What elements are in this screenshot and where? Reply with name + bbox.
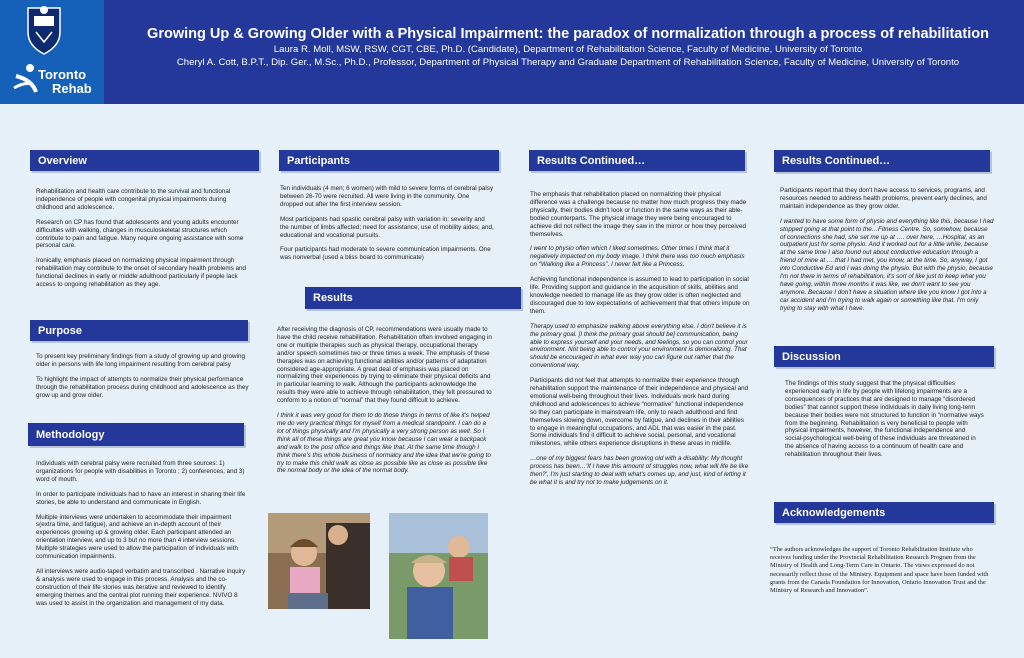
discussion-p1: The findings of this study suggest that the physical difficulties experienced early in life by people with lifelong impairments are a consequences of practices that are designed to manage “disordered bodies” that cannot support these individuals in daily living long-term because their bodies were not structured to function in “normative ways from the beginning. Rehabilitation is very beneficial to people with physical impairments, however, the functional independence and social-psychological well-being of these individuals are threatened in the absence of having access to a continuum of health care and rehabilitation throughout their lives. bbox=[785, 380, 984, 459]
results-continued-2-text bbox=[780, 187, 994, 320]
purpose-p2: To highlight the impact of attempts to normalize their physical performance through the rehabilitation process during childhood and adolescence as they grow up and grow older. bbox=[36, 375, 249, 399]
results-continued-1-p2: I went to physio often which I liked sometimes. Other times I think that it negatively impacted on my body image. I think there was too much emphasis on “Walking like a Princess”. I never felt like a Princess. bbox=[530, 245, 745, 269]
logo-line-rehab: Rehab bbox=[52, 81, 92, 96]
methodology-p2: In order to participate individuals had to have an interest in sharing their life stories, be able to understand and communicate in English. bbox=[36, 490, 246, 506]
participant-photo-2 bbox=[389, 513, 488, 639]
purpose-text bbox=[36, 353, 250, 407]
author-1: Laura R. Moll, MSW, RSW, CGT, CBE, Ph.D. (Candidate), Department of Rehabilitation Science, Faculty of Medicine, University of Toronto bbox=[273, 44, 863, 55]
participants-p2: Most participants had spastic cerebral palsy with variation in: severity and the number of limbs affected; need for assistance; use of mobility aides; and, educational and vocational pursuits. bbox=[280, 215, 494, 239]
results-continued-1-heading: Results Continued… bbox=[529, 150, 745, 171]
results-p1: After receiving the diagnosis of CP, recommendations were usually made to have the child receive rehabilitation. Rehabilitation often involved engaging in one or multiple therapies such as physical therapy, occupational therapy and/or speech sometimes two or three times a week. The emphasis of these therapies was on achieving functional abilities and/or patterns of adaptation considered age-appropriate. A great deal of emphasis was placed on normalizing their experiences by trying to eliminate their physical deficits and in particular learning to walk. Although the participants acknowledge the results they were able to achieve through rehabilitation, they felt pressured to conform to a notion of “normal” that they found difficult to achieve. bbox=[277, 326, 492, 405]
results-text bbox=[277, 326, 493, 482]
photo-adult-with-child bbox=[389, 513, 488, 639]
photo-child-with-adult bbox=[268, 513, 370, 609]
methodology-p3: Multiple interviews were undertaken to accommodate their impairment s(extra time, and fatigue), and achieve an in-depth account of their experiences growing up & growing older. Each participant attended an orientation interview, and up to 3 but no more than 4 interview sessions. Multiple strategies were used to allow the participation of individuals with communication impairments. bbox=[36, 513, 238, 561]
results-continued-2-heading: Results Continued… bbox=[774, 150, 990, 172]
results-p2: I think it was very good for them to do those things in terms of like it's helped me do very practical things for myself from a medical standpoint. I can do a lot of things physically and I'm physically a very strong person as well. So I think all of these things are great you know because I can wear a backpack and walk to the post office and things like that. At the same time though I think there's this whole business of normalcy and the idea that we're going to try to make this child walk as close as possible like as close as possible like the normal body or the idea of the normal body. bbox=[277, 412, 491, 475]
logo-line-toronto: Toronto bbox=[38, 67, 87, 82]
results-continued-1-p1: The emphasis that rehabilitation placed on normalizing their physical difference was a challenge because no matter how much progress they made physically, their bodies didn't look or function in the same ways as their able-bodied counterparts. The physical image they were being encouraged to achieve did not reflect the image they saw in the mirror or how they perceived themselves. bbox=[530, 191, 747, 238]
purpose-p1: To present key preliminary findings from a study of growing up and growing older in persons with life long impairment resulting from cerebral palsy bbox=[36, 353, 245, 368]
poster-header bbox=[0, 0, 1024, 104]
acknowledgements-heading: Acknowledgements bbox=[774, 502, 994, 523]
poster-title: Growing Up & Growing Older with a Physical Impairment: the paradox of normalization through a process of rehabilitation bbox=[147, 26, 989, 42]
overview-p3: Ironically, emphasis placed on normalizing physical impairment through rehabilitation may contribute to the onset of secondary health problems and functional declines in early or middle adulthood particularly if people lack access to ongoing rehabilitation as they age. bbox=[36, 257, 247, 289]
university-crest-icon bbox=[24, 2, 64, 56]
overview-p2: Research on CP has found that adolescents and young adults encounter difficulties with walking, changes in musculoskeletal structures which contribute to pain and fatigue. Many require ongoing assistance with some personal care. bbox=[36, 218, 244, 250]
methodology-heading: Methodology bbox=[28, 423, 244, 446]
methodology-text bbox=[36, 460, 250, 615]
logo-text bbox=[38, 68, 92, 96]
swoosh-icon bbox=[12, 62, 40, 96]
methodology-p1: Individuals with cerebral palsy were recruited from three sources: 1) organizations for people with disabilities in Toronto ; 2) conferences, and 3) word of mouth. bbox=[36, 460, 245, 483]
participants-heading: Participants bbox=[279, 150, 499, 171]
discussion-text bbox=[785, 380, 985, 466]
discussion-heading: Discussion bbox=[774, 346, 994, 367]
results-continued-1-p4: Therapy used to emphasize walking above everything else. I don't believe it is the primary goal. [I think the primary goal should be] communication, being able to express yourself and your needs, and feelings, so you can control your environment. Not being able to control your environment is demoralizing. That should be encouraged in what ever way you can figure out rather that the conventional way. bbox=[530, 322, 748, 370]
results-continued-1-text bbox=[530, 191, 750, 494]
results-continued-1-p3: Achieving functional independence is assumed to lead to participation in social life. Providing support and guidance in the acquisition of skills, abilities and knowledge needed to manage life as they grow older is often neglected and discouraged due to low expectations of achievement that that others impute on them. bbox=[530, 276, 750, 315]
acknowledgements-text bbox=[770, 546, 992, 602]
author-2: Cheryl A. Cott, B.P.T., Dip. Ger., M.Sc., Ph.D., Professor, Department of Physical Therapy and Graduate Department of Rehabilitation Science, Faculty of Medicine, University of Toronto bbox=[176, 57, 960, 68]
overview-heading: Overview bbox=[30, 150, 259, 171]
participants-p3: Four participants had moderate to severe communication impairments. One was nonverbal (used a bliss board to communicate) bbox=[280, 246, 491, 262]
results-continued-2-p2: I wanted to have some form of physio and everything like this, because I had stopped going at that point to the…Fitness Centre. So, somehow, because of connections she had, she set me up at …. over here, …Hospital, as an outpatient just for some physio. And it worked out for a little while, because at the same time I also found out about conductive education through a friend of mine at ….that I had met, you know, at the time. So, anyway, I got into Conductive Ed and I was doing the physio. But with the physio, because I'm not there in terms of rehabilitation, it's sort of like just to keep what you have going, within three months it was like, we don't want to see you anymore. Because I don't have a situation where like you know I got into a car accident and I'm trying to walk again or something like that. I'm only trying to stay with what I have. bbox=[780, 217, 994, 312]
results-heading: Results bbox=[305, 287, 521, 309]
overview-p1: Rehabilitation and health care contribute to the survival and functional independence of people with congenital physical impairments during childhood and adolescence. bbox=[36, 188, 231, 211]
participants-text bbox=[280, 185, 494, 269]
overview-text bbox=[36, 188, 250, 296]
participant-photo-1 bbox=[268, 513, 370, 609]
acknowledgements-p1: “The authors acknowledges the support of Toronto Rehabilitation Institute who receives funding under the Provincial Rehabilitation Research Program from the Ministry of Health and Long-Term Care in Ontario. The views expressed do not necessarily reflect those of the Ministry. Equipment and space have been funded with grants from the Canada Foundation for Innovation, Ontario Innovation Trust and the Ministry of Research and Innovation”. bbox=[770, 546, 989, 595]
results-continued-1-p6: …one of my biggest fears has been growing old with a disability: My thought process has been…'If I have this amount of struggles now, what will life be like then?', I'm just starting to deal with what's comes up, and just, kind of letting it be what it is and try not to make judgements on it. bbox=[530, 455, 749, 486]
purpose-heading: Purpose bbox=[30, 320, 248, 341]
methodology-p4: All interviews were audio-taped verbatim and transcribed . Narrative inquiry & analysis were used to engage in this process. Analysis and the co-construction of their life stories was iterative and reviewed to identify emerging themes and the central plot running their experience. NVIVO 8 was used to assist in the organization and management of my data. bbox=[36, 567, 246, 607]
toronto-rehab-logo bbox=[0, 0, 104, 104]
participants-p1: Ten individuals (4 men; 6 women) with mild to severe forms of cerebral palsy between 26-70 were recruited. All were living in the community. One dropped out after the first interview session. bbox=[280, 185, 494, 208]
results-continued-1-p5: Participants did not feel that attempts to normalize their experience through rehabilitation support the maintenance of their independence and physical and emotional well-being throughout their lives. Individuals work hard during childhood and adolescences to achieve “normative” functional independence so they can participate in mainstream life, only to reach adulthood and find themselves slowing down, overcome by fatigue, and declines in their abilities to engage in meaningful occupations, and ADL that was easier in the past. Some individuals find it difficult to achieve social, personal, and vocational milestones, while others experience disruptions in these areas in midlife. bbox=[530, 377, 749, 448]
results-continued-2-p1: Participants report that they don't have access to services, programs, and resources needed to address health problems, prevent early declines, and maintain independence as they grow older. bbox=[780, 187, 987, 210]
